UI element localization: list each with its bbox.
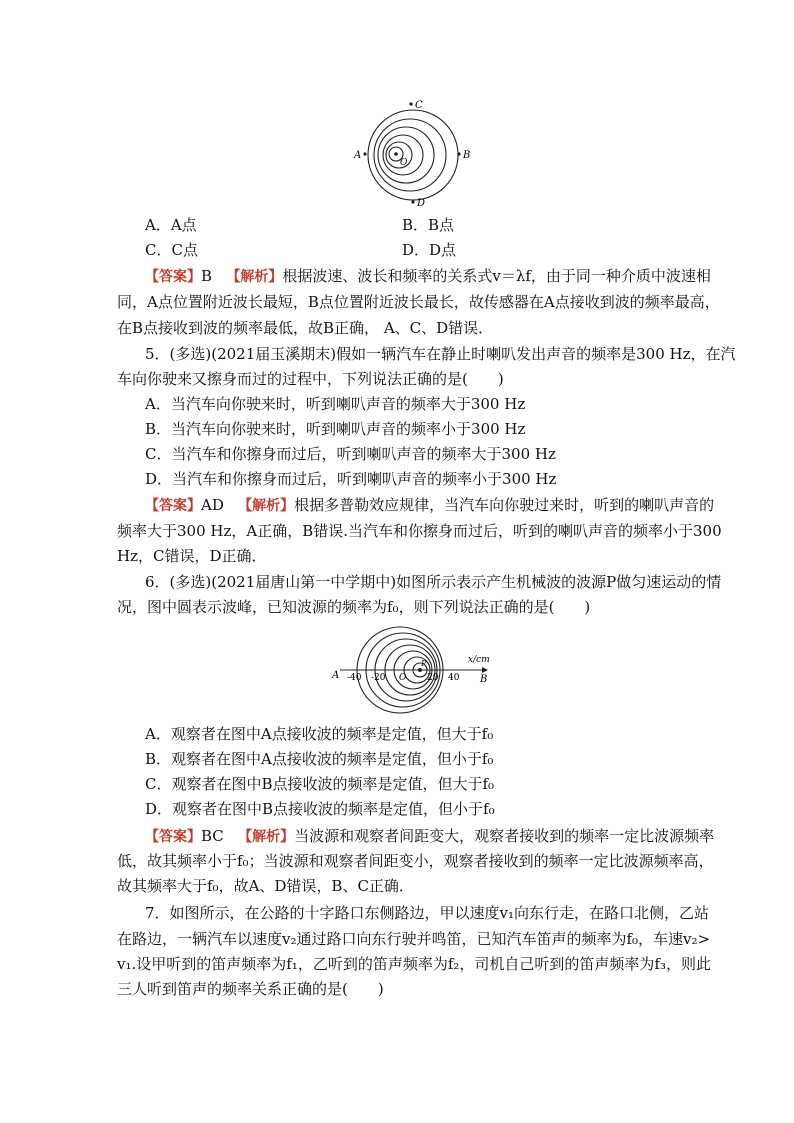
analysis-tag: 【解析】	[238, 829, 295, 845]
tick-neg20: -20	[371, 673, 386, 683]
wavefront-figure-2	[322, 624, 498, 720]
label-c: C	[415, 100, 423, 111]
q5-stem-line-2: 车向你驶来又擦身而过的过程中，下列说法正确的是( )	[117, 370, 504, 388]
q5-option-d: D．当汽车和你擦身而过后，听到喇叭声音的频率小于300 Hz	[145, 470, 557, 488]
tick-40: 40	[448, 673, 460, 683]
q5-option-c: C．当汽车和你擦身而过后，听到喇叭声音的频率大于300 Hz	[145, 445, 556, 463]
axis-arrow-icon	[482, 667, 488, 673]
label-d: D	[417, 198, 426, 208]
q4-option-d: D．D点	[402, 241, 457, 259]
q6-answer-line	[145, 826, 714, 847]
q6-analysis-line-2: 低，故其频率小于f₀；当波源和观察者间距变小，观察者接收到的频率一定比波源频率高，	[117, 852, 714, 870]
q4-analysis-line-2: 同，A点位置附近波长最短，B点位置附近波长最长，故传感器在A点接收到波的频率最高，	[117, 293, 720, 311]
source-dot	[418, 668, 422, 672]
q6-analysis-line-3: 故其频率大于f₀，故A、D错误，B、C正确．	[117, 877, 414, 895]
tick-neg40: -40	[347, 673, 362, 683]
label-a: A	[332, 670, 340, 681]
q5-option-b: B．当汽车向你驶来时，听到喇叭声音的频率小于300 Hz	[145, 420, 526, 438]
q4-option-b: B．B点	[402, 216, 455, 234]
q5-analysis-line-2: 频率大于300 Hz，A正确，B错误.当汽车和你擦身而过后，听到的喇叭声音的频率小于300	[117, 522, 722, 540]
label-a: A	[354, 150, 362, 161]
q4-analysis-line-3: 在B点接收到波的频率最低，故B正确， A、C、D错误．	[117, 319, 494, 337]
analysis-tag: 【解析】	[238, 498, 295, 514]
label-b: B	[463, 150, 471, 161]
q5-analysis-line-3: Hz，C错误，D正确．	[117, 547, 267, 565]
q6-option-a: A．观察者在图中A点接收波的频率是定值，但大于f₀	[145, 725, 494, 743]
axis-label: x/cm	[468, 655, 490, 665]
q6-option-b: B．观察者在图中A点接收波的频率是定值，但小于f₀	[145, 750, 494, 768]
answer-tag: 【答案】	[145, 269, 201, 285]
q4-answer: B	[201, 267, 213, 285]
q6-analysis-line-1: 当波源和观察者间距变大，观察者接收到的频率一定比波源频率	[294, 827, 715, 845]
label-b: B	[480, 674, 488, 685]
q7-stem-line-4: 三人听到笛声的频率关系正确的是( )	[117, 980, 384, 998]
q7-stem-line-2: 在路边，一辆汽车以速度v₂通过路口向东行驶并鸣笛，已知汽车笛声的频率为f₀，车速v₂>	[117, 930, 711, 948]
q5-analysis-line-1: 根据多普勒效应规律，当汽车向你驶过来时，听到的喇叭声音的	[294, 496, 715, 514]
q5-stem-line-1: 5．(多选)(2021届玉溪期末)假如一辆汽车在静止时喇叭发出声音的频率是300 Hz，在汽	[145, 345, 736, 363]
q6-stem-line-2: 况，图中圆表示波峰，已知波源的频率为f₀，则下列说法正确的是( )	[117, 598, 591, 616]
tick-origin: O	[399, 673, 407, 683]
q7-stem-line-3: v₁.设甲听到的笛声频率为f₁，乙听到的笛声频率为f₂，司机自己听到的笛声频率为f₃，则此	[117, 955, 711, 973]
source-dot	[394, 152, 398, 156]
q6-option-d: D．观察者在图中B点接收波的频率是定值，但小于f₀	[145, 800, 495, 818]
wave-circle	[368, 110, 458, 200]
answer-tag: 【答案】	[145, 829, 201, 845]
q7-stem-line-1: 7．如图所示，在公路的十字路口东侧路边，甲以速度v₁向东行走，在路口北侧，乙站	[145, 904, 710, 922]
wave-circle	[386, 142, 412, 168]
q6-option-c: C．观察者在图中B点接收波的频率是定值，但大于f₀	[145, 775, 495, 793]
q5-answer: AD	[201, 496, 224, 514]
q5-option-a: A．当汽车向你驶来时，听到喇叭声音的频率大于300 Hz	[145, 395, 526, 413]
analysis-tag: 【解析】	[226, 269, 283, 285]
wave-circle	[374, 119, 446, 191]
wavefront-figure-1	[348, 96, 478, 208]
q6-answer: BC	[201, 827, 224, 845]
q4-answer-line	[145, 266, 711, 287]
q5-answer-line	[145, 495, 714, 516]
q4-analysis-line-1: 根据波速、波长和频率的关系式v＝λf，由于同一种介质中波速相	[282, 267, 711, 285]
label-o: O	[400, 158, 408, 168]
q6-stem-line-1: 6．(多选)(2021届唐山第一中学期中)如图所示表示产生机械波的波源P做匀速运动的情	[145, 573, 722, 591]
q4-option-c: C．C点	[145, 241, 198, 259]
label-p: P	[421, 659, 427, 668]
tick-20: 20	[427, 673, 439, 683]
q4-option-a: A．A点	[145, 216, 197, 234]
answer-tag: 【答案】	[145, 498, 201, 514]
